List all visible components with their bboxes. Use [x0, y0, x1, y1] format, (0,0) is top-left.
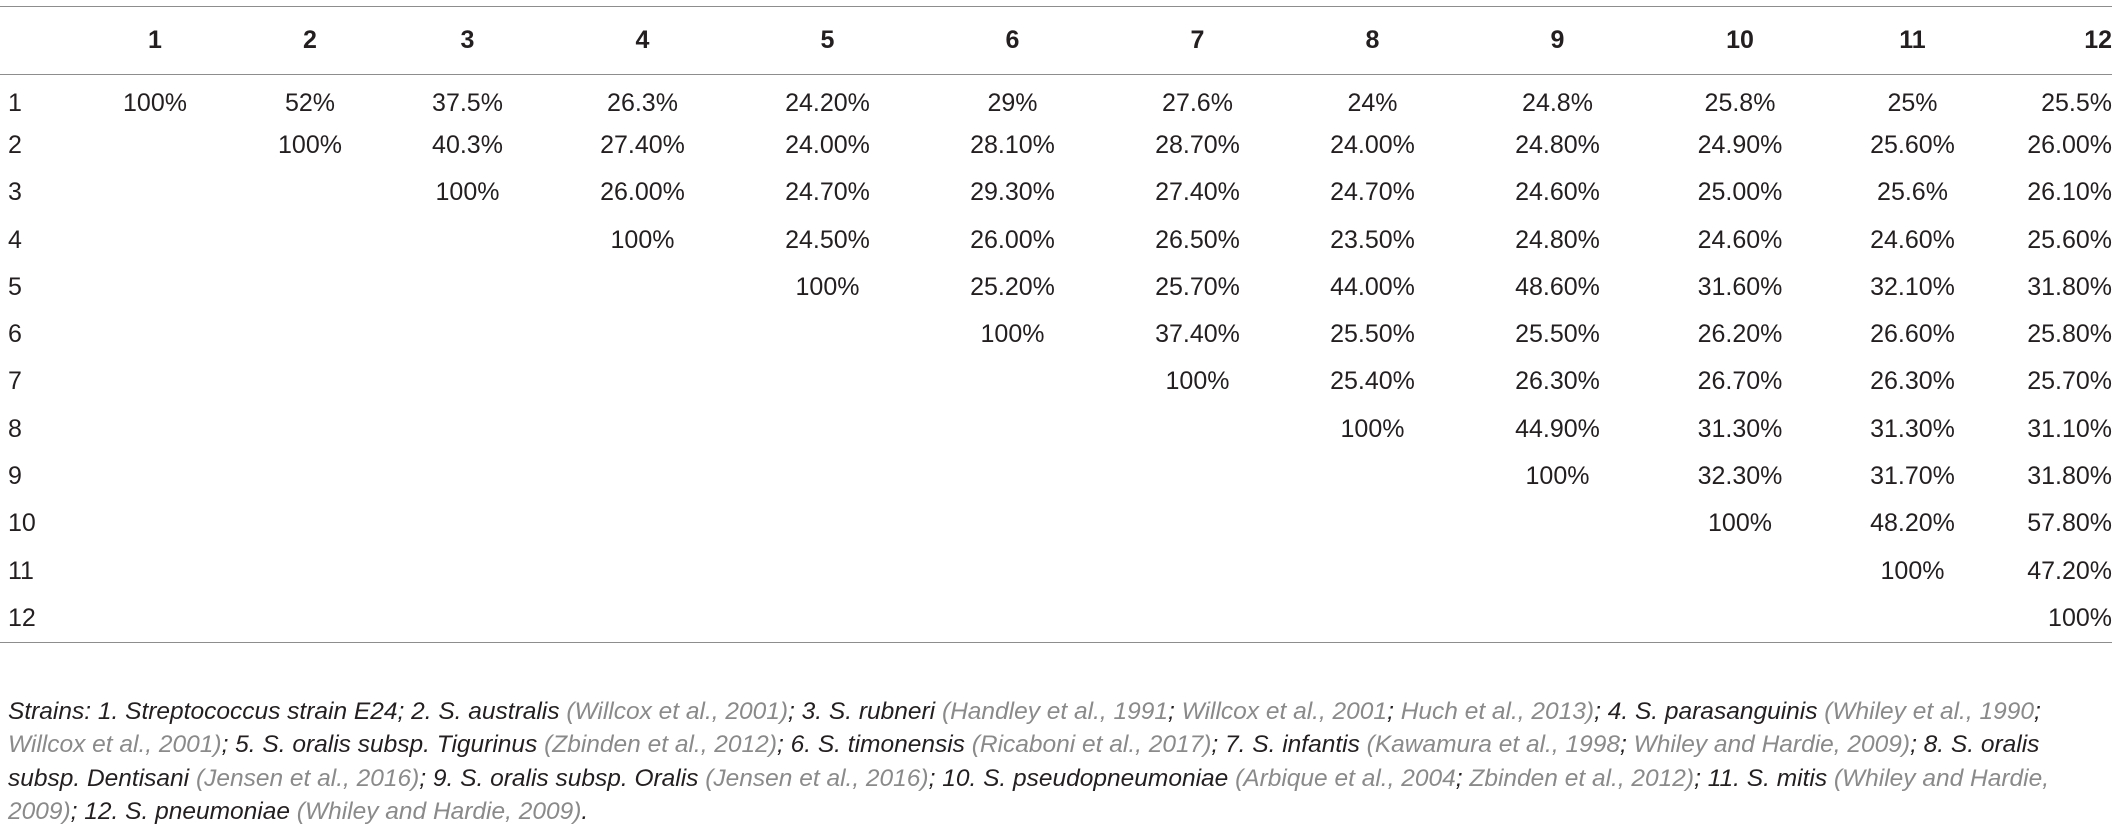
table-cell: 26.3%	[607, 88, 678, 117]
table-cell: 24.90%	[1697, 130, 1783, 159]
table-cell	[740, 358, 915, 405]
row-label: 11	[8, 556, 34, 585]
table-cell: 25.50%	[1330, 320, 1415, 349]
table-footnote	[8, 695, 2108, 829]
table-cell	[390, 595, 545, 642]
row-label: 2	[8, 130, 22, 159]
column-header: 2	[230, 7, 390, 75]
table-cell	[390, 358, 545, 405]
table-cell: 25%	[1887, 88, 1938, 117]
table-cell: 25.60%	[1870, 130, 1955, 159]
table-cell	[1110, 547, 1285, 594]
table-cell: 31.10%	[2027, 414, 2112, 443]
table-cell	[740, 311, 915, 358]
footnote-citation: (Arbique et al., 2004	[1235, 764, 1456, 792]
table-cell: 25.70%	[2027, 367, 2112, 396]
column-header: 6	[915, 7, 1110, 75]
footnote-citation: (Jensen et al., 2016)	[195, 764, 420, 792]
table-cell: 26.30%	[1515, 367, 1600, 396]
column-header: 4	[545, 7, 740, 75]
table-cell: 24.80%	[1515, 225, 1600, 254]
table-cell: 24.00%	[1330, 130, 1415, 159]
table-cell	[80, 500, 230, 547]
table-cell: 28.10%	[970, 130, 1055, 159]
table-body	[0, 75, 2112, 643]
footnote-text: ; 4. S. parasanguinis	[1594, 697, 1825, 725]
table-cell	[915, 500, 1110, 547]
table-cell	[230, 264, 390, 311]
table-cell	[230, 169, 390, 216]
table-cell	[80, 311, 230, 358]
table-cell: 100%	[795, 272, 860, 301]
footnote-text: .	[581, 798, 589, 825]
table-cell: 24.50%	[785, 225, 870, 254]
footnote-text: ; 6. S. timonensis	[776, 731, 972, 758]
table-cell	[915, 547, 1110, 594]
footnote-citation: Willcox et al., 2001	[1181, 697, 1388, 725]
table-cell: 29%	[987, 88, 1038, 117]
table-cell: 26.50%	[1155, 225, 1240, 254]
table-cell: 25.5%	[2041, 88, 2112, 117]
table-cell	[80, 453, 230, 500]
table-cell	[545, 311, 740, 358]
table-row	[0, 169, 2112, 216]
table-cell: 31.80%	[2027, 272, 2112, 301]
table-cell: 100%	[1880, 556, 1945, 585]
table-cell	[545, 595, 740, 642]
table-row	[0, 406, 2112, 453]
column-header: 10	[1655, 7, 1825, 75]
table-cell: 32.30%	[1697, 462, 1783, 491]
table-cell	[390, 500, 545, 547]
footnote-text: ; 5. S. oralis subsp. Tigurinus	[221, 731, 545, 758]
table-cell: 23.50%	[1330, 225, 1415, 254]
table-cell: 100%	[123, 88, 187, 117]
footnote-text: ; 9. S. oralis subsp. Oralis	[419, 764, 706, 792]
table-cell	[390, 264, 545, 311]
footnote-citation: (Whiley and Hardie, 2009)	[296, 798, 582, 825]
table-cell	[390, 453, 545, 500]
table-cell: 26.30%	[1870, 367, 1955, 396]
table-cell: 25.8%	[1704, 88, 1776, 117]
table-cell: 100%	[1340, 414, 1405, 443]
row-label: 6	[8, 320, 22, 349]
table-cell: 44.90%	[1515, 414, 1600, 443]
table-cell	[80, 406, 230, 453]
table-cell	[1460, 547, 1655, 594]
table-cell	[915, 358, 1110, 405]
table-cell: 24.00%	[785, 130, 870, 159]
table-cell: 32.10%	[1870, 272, 1955, 301]
column-header: 7	[1110, 7, 1285, 75]
table-cell	[230, 500, 390, 547]
table-row	[0, 75, 2112, 122]
table-cell: 24.60%	[1515, 178, 1600, 207]
table-cell	[230, 311, 390, 358]
table-cell	[545, 500, 740, 547]
table-cell: 100%	[610, 225, 675, 254]
table-cell: 31.30%	[1697, 414, 1783, 443]
table-cell	[740, 500, 915, 547]
table-cell	[80, 358, 230, 405]
table-cell	[1110, 500, 1285, 547]
column-header: 8	[1285, 7, 1460, 75]
table-cell: 57.80%	[2027, 509, 2112, 538]
table-cell	[1110, 595, 1285, 642]
identity-matrix-table	[0, 6, 2112, 643]
table-cell	[80, 169, 230, 216]
row-label: 9	[8, 462, 22, 491]
table-row	[0, 358, 2112, 405]
table-cell	[1285, 500, 1460, 547]
table-cell: 24.60%	[1870, 225, 1955, 254]
table-cell: 28.70%	[1155, 130, 1240, 159]
footnote-text: ;	[2033, 697, 2041, 725]
table-cell	[80, 547, 230, 594]
footnote-citation: (Ricaboni et al., 2017)	[971, 731, 1212, 758]
table-cell	[545, 358, 740, 405]
table-cell	[545, 264, 740, 311]
table-cell	[230, 358, 390, 405]
footnote-citation: Willcox et al., 2001)	[8, 731, 222, 758]
column-header: 1	[80, 7, 230, 75]
row-label: 5	[8, 272, 22, 301]
table-row	[0, 122, 2112, 169]
table-cell: 52%	[284, 88, 336, 117]
column-header: 3	[390, 7, 545, 75]
table-cell: 26.00%	[600, 178, 685, 207]
table-cell: 27.6%	[1162, 88, 1233, 117]
table-cell	[390, 216, 545, 263]
table-cell	[1825, 595, 2000, 642]
table-cell: 25.50%	[1515, 320, 1600, 349]
table-cell	[390, 406, 545, 453]
footnote-citation: Zbinden et al., 2012)	[1469, 764, 1695, 792]
table-cell	[230, 595, 390, 642]
row-label: 3	[8, 178, 22, 207]
table-cell: 37.5%	[432, 88, 503, 117]
table-cell: 100%	[435, 178, 500, 207]
table-cell	[1460, 500, 1655, 547]
table-cell: 48.60%	[1515, 272, 1600, 301]
footnote-text: ; 10. S. pseudopneumoniae	[928, 764, 1236, 792]
table-cell: 24.80%	[1515, 130, 1600, 159]
corner-cell	[0, 7, 80, 75]
table-cell: 27.40%	[1155, 178, 1240, 207]
footnote-citation: (Kawamura et al., 1998	[1366, 731, 1620, 758]
table-cell	[545, 453, 740, 500]
footnote-text: ;	[1168, 697, 1182, 725]
table-cell	[1110, 453, 1285, 500]
column-header: 5	[740, 7, 915, 75]
table-cell	[740, 595, 915, 642]
table-cell	[915, 406, 1110, 453]
footnote-citation: (Jensen et al., 2016)	[705, 764, 929, 792]
table-cell	[80, 264, 230, 311]
row-label: 8	[8, 414, 22, 443]
table-cell: 100%	[278, 130, 342, 159]
table-cell	[230, 406, 390, 453]
header-row	[0, 7, 2112, 75]
table-cell: 100%	[1708, 509, 1772, 538]
table-cell: 27.40%	[600, 130, 685, 159]
table-cell: 24.8%	[1522, 88, 1593, 117]
table-cell	[1285, 453, 1460, 500]
footnote-text: ;	[1619, 731, 1634, 758]
row-label: 4	[8, 225, 22, 254]
table-row	[0, 547, 2112, 594]
table-cell	[80, 216, 230, 263]
table-cell: 47.20%	[2027, 556, 2112, 585]
table-cell: 37.40%	[1155, 320, 1240, 349]
footnote-citation: Huch et al., 2013)	[1400, 697, 1595, 725]
table-cell	[1110, 406, 1285, 453]
footnote-citation: (Zbinden et al., 2012)	[544, 731, 777, 758]
table-cell: 26.00%	[2027, 130, 2112, 159]
table-cell	[1655, 595, 1825, 642]
table-cell: 25.20%	[970, 272, 1055, 301]
column-header: 9	[1460, 7, 1655, 75]
table-cell	[230, 453, 390, 500]
row-label: 7	[8, 367, 22, 396]
footnote-text: ;	[1387, 697, 1401, 725]
table-cell	[230, 216, 390, 263]
footnote-citation: (Handley et al., 1991	[941, 697, 1169, 725]
table-cell: 40.3%	[432, 130, 503, 159]
table-cell: 24.70%	[785, 178, 870, 207]
table-cell: 31.60%	[1697, 272, 1783, 301]
table-cell: 25.70%	[1155, 272, 1240, 301]
footnote-text: ; 12. S. pneumoniae	[70, 798, 297, 825]
table-cell: 100%	[2000, 595, 2112, 642]
footnote-citation: (Whiley and Hardie, 2009)	[8, 764, 2050, 825]
table-cell: 25.00%	[1697, 178, 1783, 207]
table-row	[0, 311, 2112, 358]
row-label: 1	[8, 88, 22, 117]
table-cell	[740, 547, 915, 594]
table-cell	[1285, 547, 1460, 594]
table-cell: 44.00%	[1330, 272, 1415, 301]
table-cell: 25.80%	[2027, 320, 2112, 349]
table-cell: 31.70%	[1870, 462, 1955, 491]
table-cell	[740, 406, 915, 453]
table-cell: 26.10%	[2027, 178, 2112, 207]
table-cell: 25.60%	[2027, 225, 2112, 254]
row-label: 10	[8, 509, 36, 538]
table-row	[0, 216, 2112, 263]
table-cell: 29.30%	[970, 178, 1055, 207]
table-cell: 24.20%	[785, 88, 870, 117]
footnote-text: ; 3. S. rubneri	[788, 697, 942, 725]
table-cell	[230, 547, 390, 594]
footnote-text: ; 7. S. infantis	[1211, 731, 1367, 758]
footnote-text: Strains: 1. Streptococcus strain E24; 2. S. australis	[8, 697, 567, 725]
table-cell	[1655, 547, 1825, 594]
table-row	[0, 500, 2112, 547]
footnote-text: ; 8. S. oralis subsp. Dentisani	[8, 731, 2040, 792]
table-cell	[1460, 595, 1655, 642]
table-cell	[740, 453, 915, 500]
table-cell: 24.70%	[1330, 178, 1415, 207]
table-row	[0, 595, 2112, 642]
table-cell	[390, 311, 545, 358]
footnote-text: ; 11. S. mitis	[1694, 764, 1834, 792]
footnote-citation: Whiley and Hardie, 2009)	[1633, 731, 1911, 758]
column-header: 11	[1825, 7, 2000, 75]
table-cell: 100%	[980, 320, 1045, 349]
table-cell: 26.70%	[1697, 367, 1783, 396]
column-header: 12	[2000, 7, 2112, 75]
table-cell	[390, 547, 545, 594]
row-label: 12	[0, 595, 80, 642]
table-cell	[80, 122, 230, 169]
table-row	[0, 453, 2112, 500]
footnote-citation: (Willcox et al., 2001)	[566, 697, 789, 725]
table-cell: 24%	[1347, 88, 1398, 117]
table-cell	[915, 453, 1110, 500]
table-cell	[915, 595, 1110, 642]
table-cell: 100%	[1525, 462, 1590, 491]
table-cell	[80, 595, 230, 642]
table-cell	[1285, 595, 1460, 642]
table-cell: 48.20%	[1870, 509, 1955, 538]
table-cell	[545, 547, 740, 594]
table-cell: 25.40%	[1330, 367, 1415, 396]
table-row	[0, 264, 2112, 311]
table-cell: 26.00%	[970, 225, 1055, 254]
table-cell: 31.80%	[2027, 462, 2112, 491]
table-cell: 26.20%	[1697, 320, 1783, 349]
footnote-text: ;	[1455, 764, 1470, 792]
footnote-citation: (Whiley et al., 1990	[1824, 697, 2034, 725]
table-cell: 100%	[1165, 367, 1230, 396]
table-cell: 26.60%	[1870, 320, 1955, 349]
table-cell: 31.30%	[1870, 414, 1955, 443]
table-cell: 24.60%	[1697, 225, 1783, 254]
table-cell	[545, 406, 740, 453]
table-cell: 25.6%	[1877, 178, 1948, 207]
